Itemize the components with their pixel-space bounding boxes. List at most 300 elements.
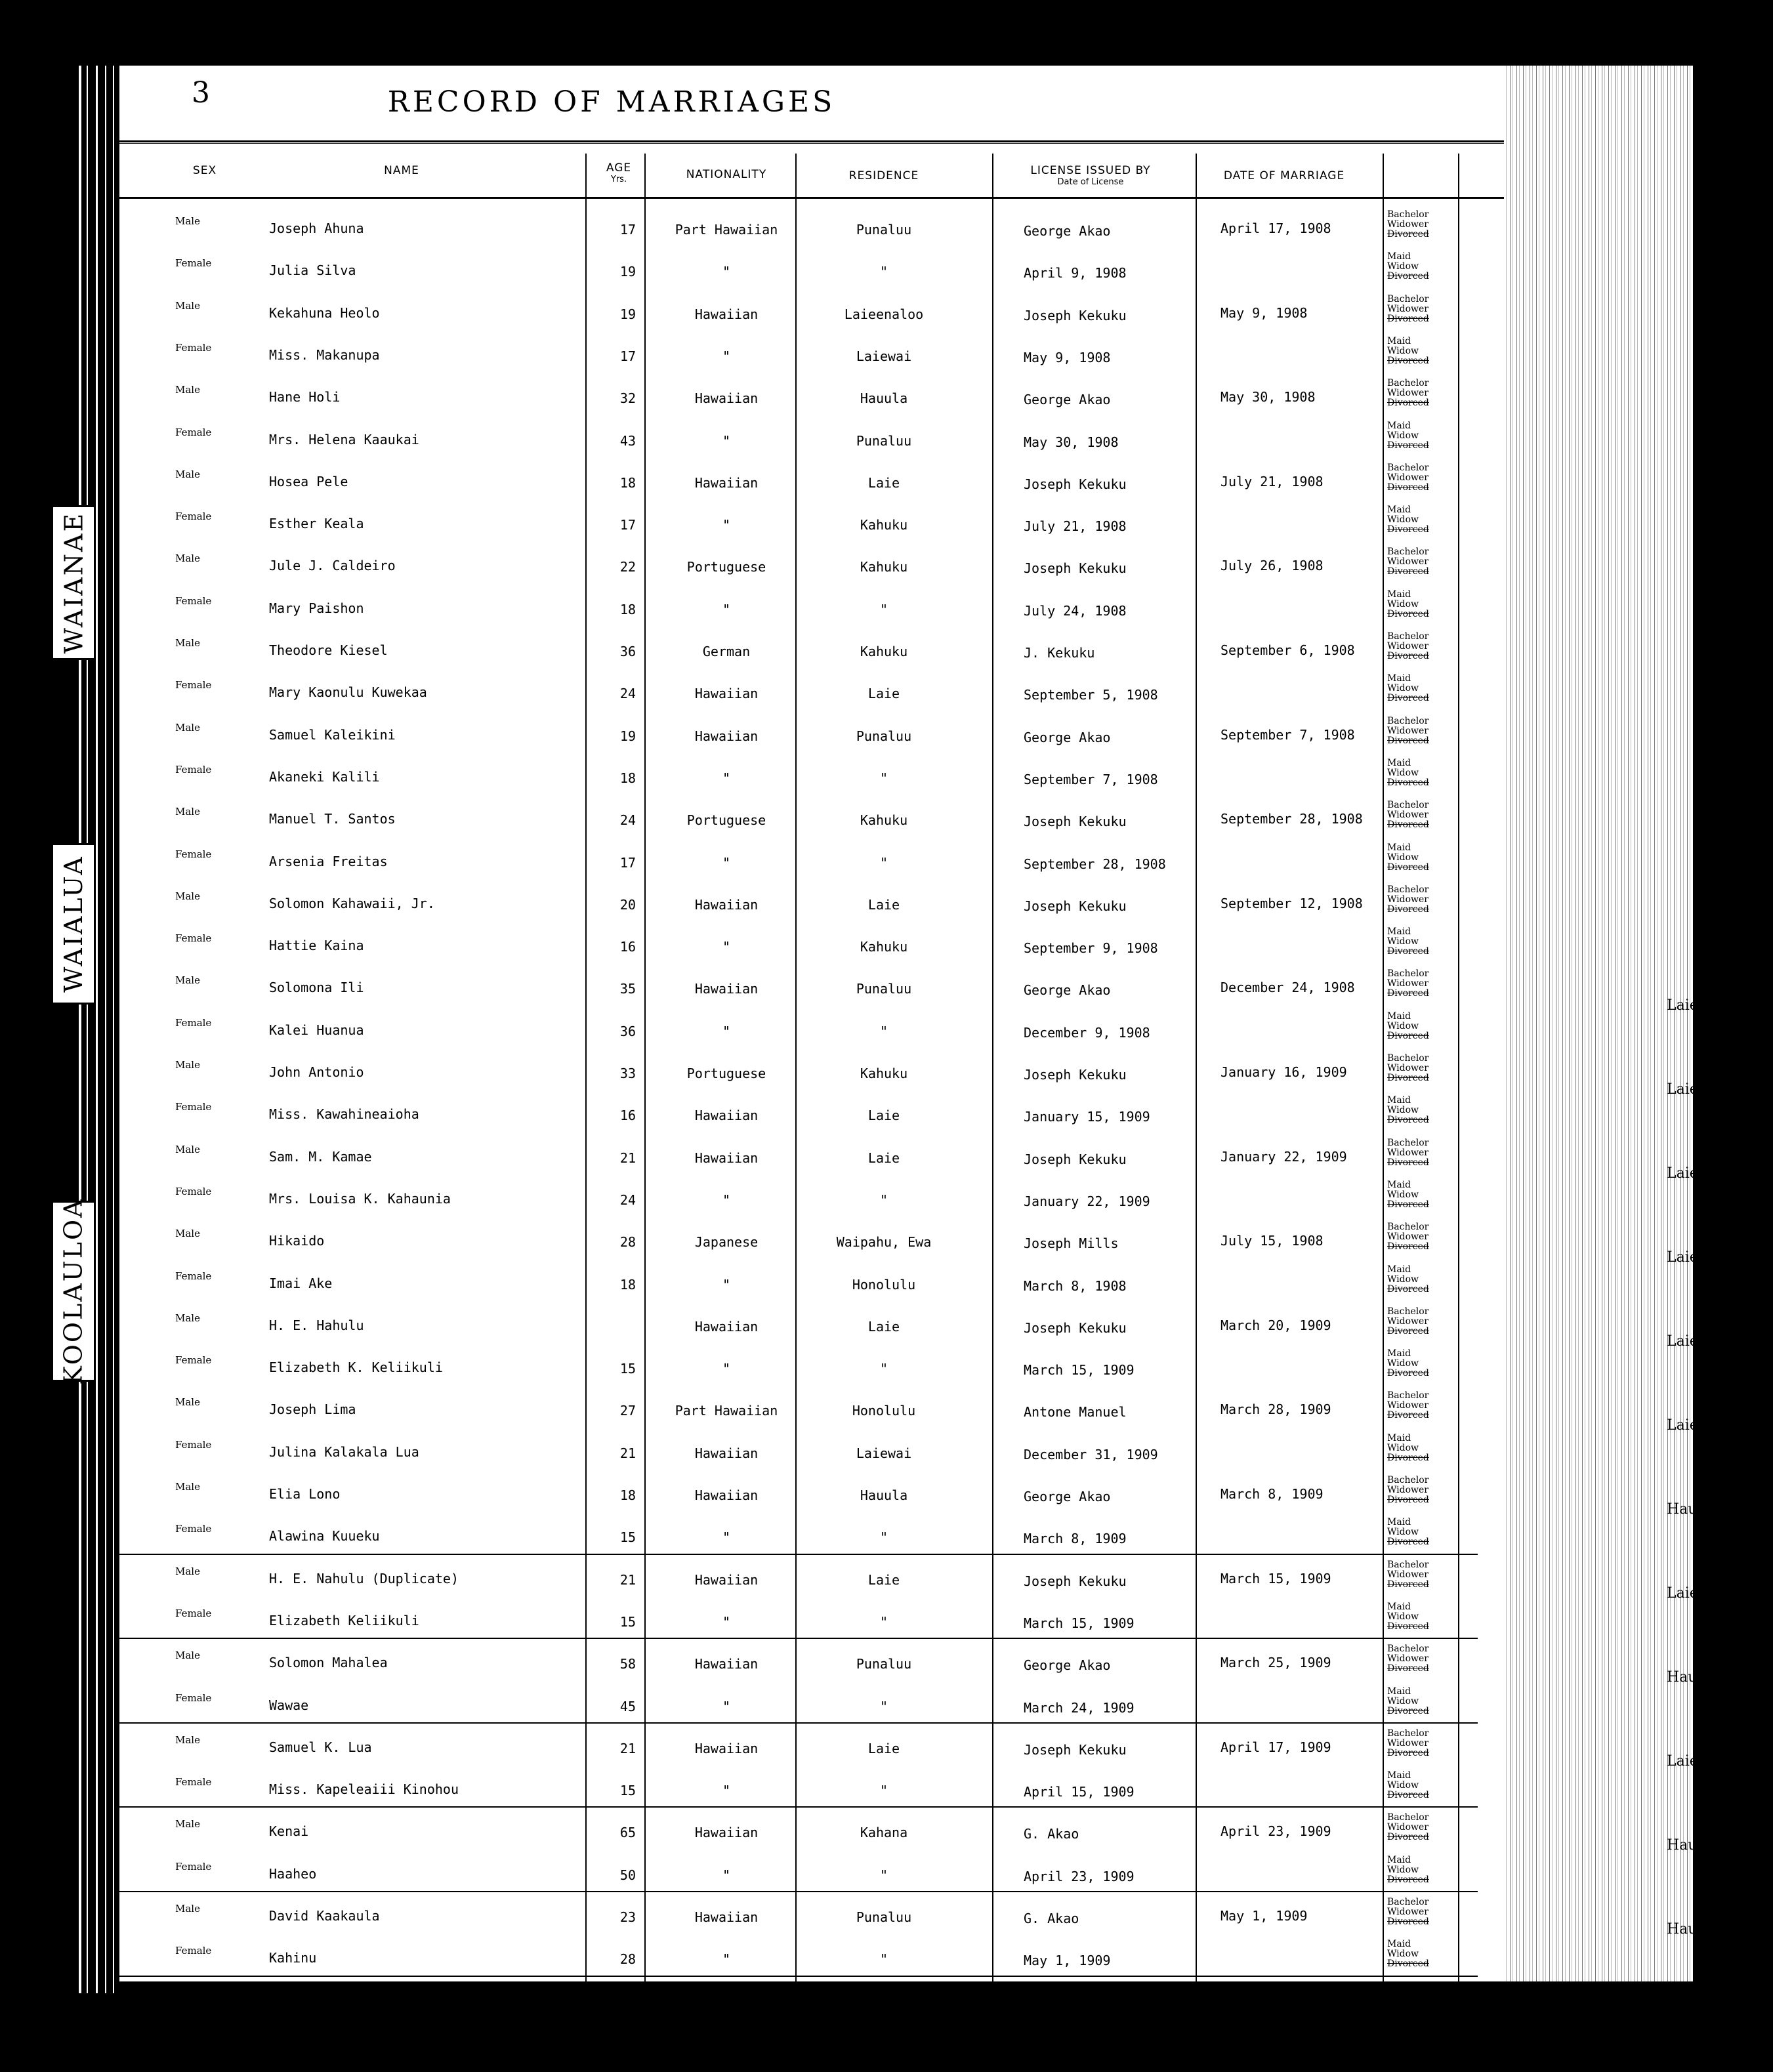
status-option: Widower (1387, 219, 1429, 230)
cell-residence: " (879, 770, 888, 786)
cell-nationality: Hawaiian (694, 474, 759, 491)
status-option: Divorced (1387, 1747, 1429, 1758)
cell-status (1387, 463, 1446, 493)
cell-name: Mary Paishon (269, 600, 364, 616)
table-row (119, 1303, 1478, 1345)
cell-date: March 28, 1909 (1220, 1401, 1331, 1418)
table-row (119, 501, 1478, 543)
status-option: Widow (1387, 1189, 1419, 1200)
header-age-unit: Yrs. (610, 175, 627, 184)
table-row (119, 1387, 1478, 1429)
cell-sex: Male (175, 721, 200, 734)
side-tab-waianae: WAIANAE (51, 505, 96, 660)
row-divider (119, 1554, 1478, 1555)
status-option: Divorced (1387, 1917, 1429, 1927)
table-row (119, 923, 1478, 965)
margin-fragment: Laie (1667, 1249, 1698, 1266)
cell-residence: Punaluu (856, 728, 912, 744)
cell-residence: Waipahu, Ewa (836, 1234, 932, 1251)
cell-sex: Male (175, 1818, 200, 1831)
cell-nationality: " (722, 854, 731, 871)
status-option: Divorced (1387, 608, 1429, 619)
status-option: Divorced (1387, 903, 1429, 915)
cell-license: George Akao (1024, 1657, 1111, 1674)
status-option: Widow (1387, 345, 1419, 356)
cell-status (1387, 1391, 1446, 1420)
status-option: Widow (1387, 936, 1419, 947)
cell-residence: Laie (867, 1318, 900, 1335)
cell-status (1387, 716, 1446, 746)
cell-status (1387, 843, 1446, 873)
cell-nationality: German (702, 644, 751, 659)
cell-nationality: Portuguese (686, 812, 766, 829)
table-row (119, 1894, 1478, 1936)
status-option: Maid (1387, 1432, 1411, 1443)
status-option: Maid (1387, 926, 1411, 938)
cell-sex: Female (175, 763, 212, 776)
cell-nationality: " (722, 1529, 731, 1546)
cell-age: 65 (619, 1825, 636, 1841)
cell-name: Haaheo (269, 1865, 317, 1882)
cell-name: Sam. M. Kamae (269, 1148, 372, 1165)
status-option: Divorced (1387, 1579, 1429, 1590)
margin-fragment: Hauu (1667, 1837, 1707, 1854)
cell-status (1387, 1349, 1446, 1378)
cell-status (1387, 1307, 1446, 1336)
table-row (119, 1218, 1478, 1260)
status-option: Bachelor (1387, 1475, 1429, 1485)
cell-nationality: Portuguese (686, 559, 766, 575)
cell-residence: Laie (867, 474, 900, 491)
status-option: Divorced (1387, 1790, 1429, 1801)
status-option: Widower (1387, 1653, 1429, 1665)
cell-nationality: " (722, 770, 731, 786)
cell-date: May 9, 1908 (1220, 304, 1308, 321)
header-age (602, 161, 636, 184)
margin-fragment: Laie (1667, 1753, 1698, 1770)
cell-sex: Male (175, 468, 200, 480)
table-row (119, 543, 1478, 585)
status-option: Widower (1387, 556, 1429, 568)
status-option: Divorced (1387, 229, 1429, 239)
status-option: Divorced (1387, 1621, 1429, 1632)
cell-residence: Laie (867, 1740, 900, 1756)
cell-residence: Kahuku (860, 812, 908, 829)
status-option: Maid (1387, 1264, 1411, 1275)
table-row (119, 291, 1478, 333)
status-option: Widow (1387, 261, 1419, 272)
cell-name: Miss. Makanupa (269, 346, 380, 363)
row-divider (119, 1806, 1478, 1808)
status-option: Bachelor (1387, 1222, 1429, 1233)
cell-name: Mrs. Helena Kaaukai (269, 431, 419, 447)
status-option: Divorced (1387, 1157, 1429, 1168)
cell-name: Hosea Pele (269, 473, 348, 489)
status-option: Bachelor (1387, 462, 1429, 473)
status-option: Widow (1387, 1274, 1419, 1285)
status-option: Bachelor (1387, 715, 1429, 726)
status-option: Maid (1387, 335, 1411, 346)
header-name: NAME (384, 164, 419, 177)
cell-residence: " (879, 1867, 888, 1883)
margin-fragment: Laie (1667, 1333, 1698, 1350)
cell-license: Joseph Kekuku (1024, 1741, 1127, 1758)
cell-status (1387, 337, 1446, 366)
status-option: Widower (1387, 641, 1429, 652)
cell-age: 16 (619, 1108, 636, 1124)
cell-license: March 15, 1909 (1024, 1615, 1135, 1631)
status-option: Divorced (1387, 651, 1429, 661)
cell-age: 36 (619, 1023, 636, 1039)
cell-license: April 15, 1909 (1024, 1784, 1135, 1800)
status-option: Divorced (1387, 1537, 1429, 1548)
cell-license: George Akao (1024, 223, 1111, 239)
status-option: Divorced (1387, 398, 1429, 409)
header-license (1005, 164, 1176, 187)
status-option: Divorced (1387, 1410, 1429, 1421)
cell-license: Joseph Kekuku (1024, 560, 1127, 577)
page-title: RECORD OF MARRIAGES (387, 85, 836, 119)
status-option: Widower (1387, 1147, 1429, 1158)
cell-age: 18 (619, 474, 636, 491)
cell-nationality: " (722, 601, 731, 617)
cell-name: Hikaido (269, 1233, 325, 1249)
status-option: Widow (1387, 767, 1419, 778)
cell-status (1387, 1476, 1446, 1505)
cell-nationality: " (722, 1613, 731, 1630)
row-divider (119, 1722, 1478, 1724)
cell-name: Theodore Kiesel (269, 642, 388, 658)
status-option: Maid (1387, 1095, 1411, 1106)
cell-name: Hane Holi (269, 389, 341, 405)
cell-license: Joseph Kekuku (1024, 1573, 1127, 1589)
cell-age: 17 (619, 517, 636, 533)
row-divider (119, 1638, 1478, 1639)
status-option: Divorced (1387, 1368, 1429, 1379)
cell-sex: Male (175, 384, 200, 396)
status-option: Widower (1387, 1907, 1429, 1917)
cell-residence: " (879, 1783, 888, 1799)
table-row (119, 1050, 1478, 1092)
cell-status (1387, 800, 1446, 830)
cell-residence: Kahana (860, 1825, 908, 1841)
table-row (119, 1640, 1478, 1682)
table-row (119, 755, 1478, 797)
table-row (119, 417, 1478, 459)
cell-status (1387, 505, 1446, 535)
cell-sex: Female (175, 1185, 212, 1197)
table-row (119, 248, 1478, 290)
status-option: Widower (1387, 1400, 1429, 1411)
header-age-label: AGE (606, 161, 632, 175)
status-option: Maid (1387, 1348, 1411, 1359)
cell-name: H. E. Nahulu (Duplicate) (269, 1570, 459, 1586)
cell-sex: Female (175, 1438, 212, 1451)
cell-nationality: Hawaiian (694, 1445, 759, 1461)
cell-license: March 15, 1909 (1024, 1362, 1135, 1378)
status-option: Maid (1387, 1179, 1411, 1190)
cell-nationality: " (722, 1191, 731, 1208)
cell-date: April 17, 1908 (1220, 220, 1331, 236)
cell-age: 15 (619, 1361, 636, 1377)
cell-residence: Punaluu (856, 432, 912, 449)
table-row (119, 1936, 1478, 1978)
margin-fragment: Laie (1667, 997, 1698, 1014)
cell-age: 35 (619, 981, 636, 997)
status-option: Divorced (1387, 1283, 1429, 1295)
cell-age: 21 (619, 1571, 636, 1588)
cell-status (1387, 1939, 1446, 1969)
cell-sex: Male (175, 1228, 200, 1240)
status-option: Bachelor (1387, 968, 1429, 980)
cell-date: December 24, 1908 (1220, 980, 1355, 996)
cell-status (1387, 1644, 1446, 1674)
status-option: Widower (1387, 978, 1429, 989)
side-tab-waialua: WAIALUA (51, 843, 96, 1005)
cell-nationality: Hawaiian (694, 306, 759, 322)
cell-date: July 15, 1908 (1220, 1233, 1324, 1249)
cell-name: David Kaakaula (269, 1908, 380, 1924)
status-option: Maid (1387, 1601, 1411, 1612)
status-option: Divorced (1387, 1495, 1429, 1505)
cell-license: March 24, 1909 (1024, 1699, 1135, 1716)
table-row (119, 206, 1478, 248)
cell-status (1387, 547, 1446, 577)
status-option: Widower (1387, 1316, 1429, 1327)
status-option: Widow (1387, 1442, 1419, 1453)
status-option: Divorced (1387, 1325, 1429, 1336)
cell-age: 28 (619, 1234, 636, 1251)
status-option: Widow (1387, 1949, 1419, 1960)
cell-residence: Kahuku (860, 1066, 908, 1081)
cell-sex: Female (175, 1776, 212, 1789)
status-option: Maid (1387, 1939, 1411, 1950)
cell-nationality: " (722, 939, 731, 955)
cell-sex: Female (175, 679, 212, 692)
cell-status (1387, 674, 1446, 703)
cell-name: Manuel T. Santos (269, 811, 396, 827)
status-option: Widow (1387, 1780, 1419, 1791)
cell-age: 21 (619, 1445, 636, 1461)
status-option: Maid (1387, 673, 1411, 684)
cell-license: April 23, 1909 (1024, 1868, 1135, 1884)
table-row (119, 1261, 1478, 1303)
cell-residence: Kahuku (860, 517, 908, 533)
cell-nationality: " (722, 1023, 731, 1039)
status-option: Divorced (1387, 1958, 1429, 1970)
cell-residence: Laie (867, 1108, 900, 1124)
status-option: Divorced (1387, 1874, 1429, 1885)
cell-sex: Male (175, 1481, 200, 1493)
cell-residence: Hauula (860, 390, 908, 407)
status-option: Divorced (1387, 524, 1429, 535)
cell-name: Solomona Ili (269, 980, 364, 996)
cell-name: Samuel K. Lua (269, 1739, 372, 1755)
cell-residence: Honolulu (852, 1276, 916, 1293)
table-row (119, 1683, 1478, 1725)
table-row (119, 1809, 1478, 1851)
cell-status (1387, 210, 1446, 239)
cell-residence: " (879, 1361, 888, 1377)
table-row (119, 1514, 1478, 1556)
cell-residence: Laiewai (856, 1445, 912, 1461)
cell-license: January 15, 1909 (1024, 1109, 1150, 1125)
cell-name: Jule J. Caldeiro (269, 558, 396, 574)
cell-age: 15 (619, 1529, 636, 1546)
cell-status (1387, 1054, 1446, 1083)
cell-residence: " (879, 601, 888, 617)
cell-sex: Female (175, 1354, 212, 1367)
status-option: Maid (1387, 420, 1411, 431)
cell-license: Joseph Kekuku (1024, 476, 1127, 492)
cell-date: March 20, 1909 (1220, 1317, 1331, 1333)
cell-residence: Punaluu (856, 222, 912, 238)
status-option: Widower (1387, 1822, 1429, 1833)
status-option: Divorced (1387, 482, 1429, 493)
cell-age: 58 (619, 1656, 636, 1672)
cell-age: 36 (619, 644, 636, 659)
cell-sex: Male (175, 1649, 200, 1662)
cell-nationality: Hawaiian (694, 1571, 759, 1588)
cell-sex: Male (175, 806, 200, 818)
cell-status (1387, 1897, 1446, 1927)
cell-age: 21 (619, 1740, 636, 1756)
cell-age: 16 (619, 939, 636, 955)
cell-nationality: Hawaiian (694, 896, 759, 913)
table-row (119, 628, 1478, 670)
cell-status (1387, 1434, 1446, 1463)
cell-age: 28 (619, 1951, 636, 1968)
margin-fragment: Hauu (1667, 1921, 1707, 1937)
cell-age: 15 (619, 1783, 636, 1799)
cell-age: 24 (619, 1191, 636, 1208)
table-row (119, 881, 1478, 923)
cell-name: Julia Silva (269, 262, 356, 279)
cell-status (1387, 1560, 1446, 1590)
cell-status (1387, 758, 1446, 788)
cell-nationality: Hawaiian (694, 390, 759, 407)
cell-age: 17 (619, 348, 636, 364)
cell-name: Kenai (269, 1823, 309, 1840)
status-option: Bachelor (1387, 1137, 1429, 1148)
status-option: Bachelor (1387, 631, 1429, 642)
cell-license: G. Akao (1024, 1826, 1079, 1842)
cell-age: 20 (619, 896, 636, 913)
cell-sex: Female (175, 426, 212, 438)
cell-age: 33 (619, 1066, 636, 1081)
status-option: Divorced (1387, 1832, 1429, 1843)
cell-status (1387, 421, 1446, 451)
cell-sex: Female (175, 1945, 212, 1957)
cell-sex: Female (175, 341, 212, 354)
header-sex: SEX (192, 164, 217, 177)
cell-residence: Laie (867, 686, 900, 702)
status-option: Bachelor (1387, 1728, 1429, 1739)
margin-fragment: Laie (1667, 1081, 1698, 1098)
status-option: Bachelor (1387, 293, 1429, 304)
cell-age: 19 (619, 306, 636, 322)
status-option: Divorced (1387, 777, 1429, 788)
cell-sex: Male (175, 1733, 200, 1746)
cell-sex: Male (175, 1903, 200, 1915)
status-option: Widower (1387, 303, 1429, 314)
cell-sex: Male (175, 1312, 200, 1324)
cell-sex: Female (175, 510, 212, 523)
cell-nationality: " (722, 1698, 731, 1714)
table-row (119, 797, 1478, 839)
cell-status (1387, 252, 1446, 281)
cell-license: Joseph Kekuku (1024, 1319, 1127, 1336)
cell-age: 22 (619, 559, 636, 575)
scanned-margin (1504, 66, 1693, 1981)
cell-license: May 9, 1908 (1024, 349, 1111, 365)
cell-age: 24 (619, 812, 636, 829)
cell-age: 18 (619, 601, 636, 617)
status-option: Widow (1387, 1527, 1419, 1538)
cell-status (1387, 1729, 1446, 1758)
margin-fragment: Laie (1667, 1165, 1698, 1182)
cell-license: September 9, 1908 (1024, 940, 1158, 957)
status-option: Bachelor (1387, 1644, 1429, 1655)
cell-name: Imai Ake (269, 1275, 333, 1291)
cell-residence: " (879, 1698, 888, 1714)
cell-sex: Female (175, 1016, 212, 1029)
table-row (119, 1767, 1478, 1809)
cell-status (1387, 969, 1446, 999)
status-option: Divorced (1387, 988, 1429, 999)
table-row (119, 1852, 1478, 1894)
cell-nationality: Hawaiian (694, 1318, 759, 1335)
cell-nationality: " (722, 517, 731, 533)
cell-license: December 9, 1908 (1024, 1024, 1150, 1041)
status-option: Bachelor (1387, 1897, 1429, 1907)
margin-fragment: Hau (1667, 1501, 1698, 1518)
table-row (119, 1092, 1478, 1134)
cell-name: John Antonio (269, 1064, 364, 1080)
cell-name: Akaneki Kalili (269, 768, 380, 785)
cell-nationality: " (722, 1867, 731, 1883)
cell-name: Joseph Ahuna (269, 220, 364, 236)
status-option: Widow (1387, 1695, 1419, 1707)
table-row (119, 586, 1478, 628)
status-option: Widow (1387, 683, 1419, 694)
status-option: Divorced (1387, 1241, 1429, 1253)
cell-date: May 1, 1909 (1220, 1908, 1308, 1924)
cell-status (1387, 590, 1446, 619)
header-license-sub: Date of License (1057, 177, 1124, 187)
cell-sex: Female (175, 1101, 212, 1113)
cell-nationality: Hawaiian (694, 981, 759, 997)
cell-license: September 5, 1908 (1024, 687, 1158, 703)
cell-residence: Kahuku (860, 644, 908, 659)
status-option: Widow (1387, 1864, 1419, 1875)
status-option: Maid (1387, 251, 1411, 262)
table-row (119, 1345, 1478, 1387)
cell-name: Wawae (269, 1697, 309, 1713)
cell-status (1387, 885, 1446, 915)
cell-status (1387, 1012, 1446, 1041)
cell-nationality: Japanese (694, 1234, 759, 1251)
status-option: Maid (1387, 757, 1411, 768)
cell-sex: Male (175, 637, 200, 649)
status-option: Maid (1387, 842, 1411, 853)
cell-status (1387, 295, 1446, 324)
status-option: Bachelor (1387, 378, 1429, 389)
status-option: Divorced (1387, 1199, 1429, 1210)
cell-residence: " (879, 1191, 888, 1208)
status-option: Widower (1387, 472, 1429, 483)
cell-nationality: " (722, 1783, 731, 1799)
